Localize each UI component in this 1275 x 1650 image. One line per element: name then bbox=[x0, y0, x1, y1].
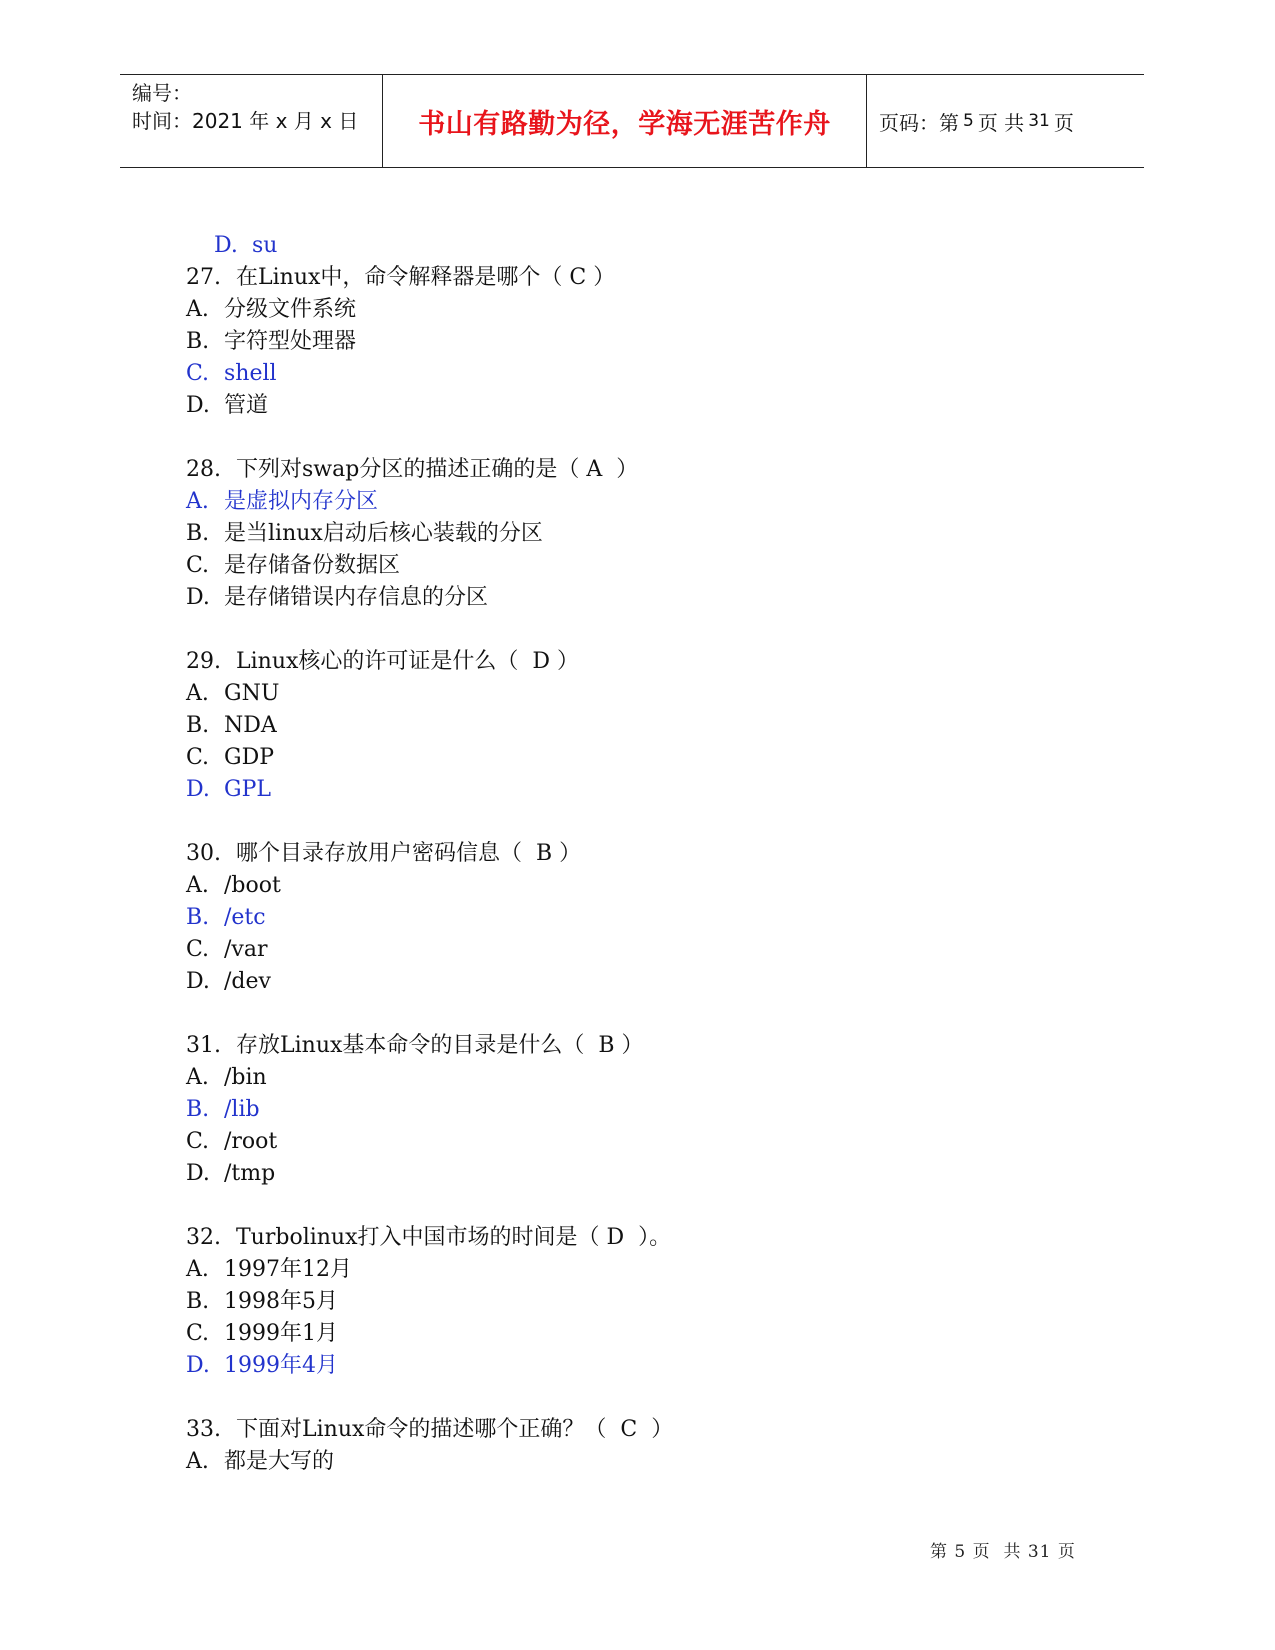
page-header bbox=[120, 74, 1144, 168]
option-text: 是存储错误内存信息的分区 bbox=[224, 585, 489, 610]
option-text: 管道 bbox=[224, 393, 269, 418]
option-label: C. bbox=[186, 1129, 210, 1154]
option-line bbox=[186, 1062, 1086, 1094]
option-text: /root bbox=[224, 1129, 278, 1154]
serial-label: 编号： bbox=[132, 81, 192, 105]
option-line bbox=[186, 518, 1086, 550]
option-line bbox=[186, 550, 1086, 582]
option-label: A. bbox=[186, 489, 209, 514]
option-line bbox=[186, 870, 1086, 902]
footer-prefix: 第 bbox=[930, 1542, 948, 1562]
option-label: A. bbox=[186, 681, 209, 706]
option-text: 1998年5月 bbox=[224, 1289, 338, 1314]
question-number: 28. bbox=[186, 457, 221, 482]
question-number: 27. bbox=[186, 265, 221, 290]
question-text: 在Linux中，命令解释器是哪个（ C ） bbox=[236, 265, 616, 290]
page-current: 5 bbox=[963, 111, 974, 131]
header-page-cell bbox=[867, 75, 1144, 167]
option-label: B. bbox=[186, 1097, 210, 1122]
option-text: GDP bbox=[224, 745, 275, 770]
option-label: C. bbox=[186, 553, 210, 578]
time-label: 时间：2021 年 x 月 x 日 bbox=[132, 109, 359, 133]
question-line bbox=[186, 646, 1086, 678]
option-line bbox=[186, 1318, 1086, 1350]
option-text: su bbox=[251, 233, 278, 258]
answer-option bbox=[186, 1094, 1086, 1126]
question-list bbox=[186, 198, 1086, 1478]
question-spacer bbox=[186, 1190, 1086, 1222]
continued-option bbox=[186, 198, 1086, 258]
option-line bbox=[186, 1286, 1086, 1318]
question-line bbox=[186, 262, 1086, 294]
question-text: Turbolinux打入中国市场的时间是（ D ）。 bbox=[236, 1225, 672, 1250]
option-line bbox=[186, 1158, 1086, 1190]
question-number: 30. bbox=[186, 841, 221, 866]
question-spacer bbox=[186, 998, 1086, 1030]
option-line bbox=[186, 710, 1086, 742]
option-text: GNU bbox=[224, 681, 280, 706]
question-number: 31. bbox=[186, 1033, 221, 1058]
option-text: 是当linux启动后核心装载的分区 bbox=[224, 521, 543, 546]
option-line bbox=[186, 1446, 1086, 1478]
question-line bbox=[186, 838, 1086, 870]
header-meta-cell bbox=[120, 75, 383, 167]
option-line bbox=[186, 294, 1086, 326]
option-label: D. bbox=[213, 233, 238, 258]
footer-mid: 页 共 bbox=[972, 1542, 1022, 1562]
option-text: 1999年1月 bbox=[224, 1321, 338, 1346]
option-text: 是存储备份数据区 bbox=[224, 553, 401, 578]
question-text: 下面对Linux命令的描述哪个正确？（ C ） bbox=[236, 1417, 674, 1442]
option-label: C. bbox=[186, 937, 210, 962]
option-label: A. bbox=[186, 873, 209, 898]
option-text: 分级文件系统 bbox=[224, 297, 357, 322]
question-number: 29. bbox=[186, 649, 221, 674]
option-line bbox=[186, 742, 1086, 774]
question-text: 存放Linux基本命令的目录是什么（ B ） bbox=[236, 1033, 644, 1058]
footer-total: 31 bbox=[1027, 1542, 1052, 1562]
answer-option bbox=[186, 486, 1086, 518]
option-label: B. bbox=[186, 329, 210, 354]
option-text: /tmp bbox=[224, 1161, 276, 1186]
option-line bbox=[186, 678, 1086, 710]
page-prefix: 页码：第 bbox=[879, 110, 959, 135]
option-label: D. bbox=[186, 585, 210, 610]
option-label: D. bbox=[186, 1161, 210, 1186]
option-text: 都是大写的 bbox=[224, 1449, 335, 1474]
question-spacer bbox=[186, 806, 1086, 838]
option-label: D. bbox=[186, 777, 210, 802]
footer-current: 5 bbox=[954, 1542, 967, 1562]
footer-suffix: 页 bbox=[1057, 1542, 1076, 1562]
option-label: A. bbox=[186, 1449, 209, 1474]
question-spacer bbox=[186, 422, 1086, 454]
option-text: 1997年12月 bbox=[224, 1257, 352, 1282]
option-text: 字符型处理器 bbox=[224, 329, 357, 354]
option-text: 1999年4月 bbox=[224, 1353, 338, 1378]
page-footer bbox=[930, 1537, 1076, 1562]
option-line bbox=[186, 1254, 1086, 1286]
answer-option bbox=[186, 1350, 1086, 1382]
option-text: /dev bbox=[224, 969, 271, 994]
page-total: 31 bbox=[1028, 111, 1050, 131]
option-label: A. bbox=[186, 1257, 209, 1282]
answer-option bbox=[186, 902, 1086, 934]
option-text: 是虚拟内存分区 bbox=[224, 489, 379, 514]
page-mid: 页 共 bbox=[977, 110, 1025, 135]
option-text: GPL bbox=[224, 777, 271, 802]
option-line bbox=[186, 934, 1086, 966]
option-text: NDA bbox=[224, 713, 277, 738]
page-suffix: 页 bbox=[1053, 110, 1074, 135]
option-text: /var bbox=[224, 937, 268, 962]
question-line bbox=[186, 1414, 1086, 1446]
option-line bbox=[186, 390, 1086, 422]
option-label: B. bbox=[186, 521, 210, 546]
option-label: B. bbox=[186, 905, 210, 930]
question-spacer bbox=[186, 614, 1086, 646]
option-line bbox=[186, 966, 1086, 998]
option-text: /lib bbox=[224, 1097, 260, 1122]
option-label: D. bbox=[186, 969, 210, 994]
option-line bbox=[186, 326, 1086, 358]
answer-option bbox=[186, 774, 1086, 806]
option-text: /etc bbox=[224, 905, 266, 930]
question-line bbox=[186, 1030, 1086, 1062]
option-text: /boot bbox=[224, 873, 281, 898]
option-label: A. bbox=[186, 1065, 209, 1090]
option-label: C. bbox=[186, 745, 210, 770]
header-motto-cell bbox=[383, 75, 867, 167]
option-label: D. bbox=[186, 393, 210, 418]
option-label: C. bbox=[186, 1321, 210, 1346]
question-line bbox=[186, 1222, 1086, 1254]
option-label: A. bbox=[186, 297, 209, 322]
option-line bbox=[186, 1126, 1086, 1158]
question-line bbox=[186, 454, 1086, 486]
answer-option bbox=[186, 358, 1086, 390]
question-number: 33. bbox=[186, 1417, 221, 1442]
option-line bbox=[186, 582, 1086, 614]
option-text: /bin bbox=[224, 1065, 267, 1090]
question-text: 下列对swap分区的描述正确的是（ A ） bbox=[236, 457, 639, 482]
option-label: B. bbox=[186, 1289, 210, 1314]
motto-text: 书山有路勤为径，学海无涯苦作舟 bbox=[418, 108, 831, 140]
option-label: C. bbox=[186, 361, 210, 386]
question-spacer bbox=[186, 230, 1086, 262]
question-text: 哪个目录存放用户密码信息（ B ） bbox=[236, 841, 582, 866]
option-label: B. bbox=[186, 713, 210, 738]
question-number: 32. bbox=[186, 1225, 221, 1250]
question-spacer bbox=[186, 1382, 1086, 1414]
option-text: shell bbox=[224, 361, 277, 386]
option-label: D. bbox=[186, 1353, 210, 1378]
question-text: Linux核心的许可证是什么（ D ） bbox=[236, 649, 580, 674]
